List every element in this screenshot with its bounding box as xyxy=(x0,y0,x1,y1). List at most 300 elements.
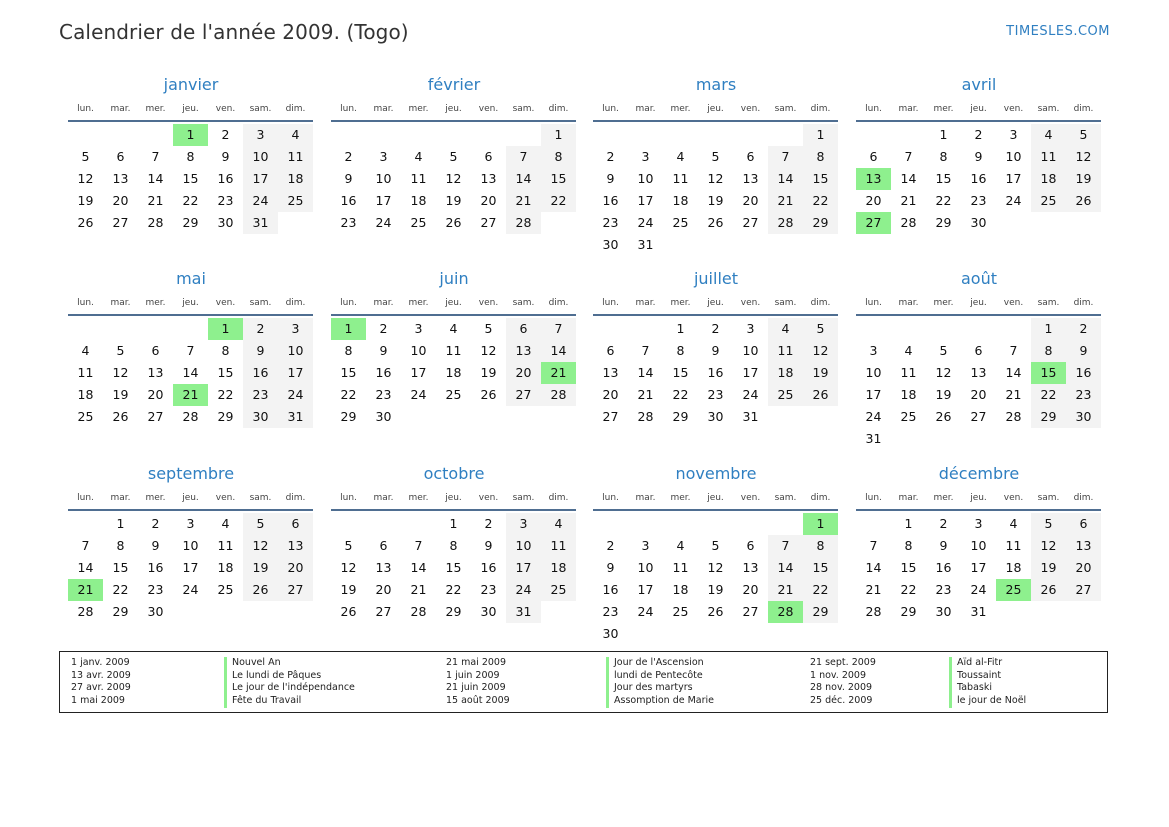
day-cell: 20 xyxy=(1066,557,1101,579)
month-août xyxy=(856,266,1102,450)
weekday-label: mer. xyxy=(145,493,166,503)
day-cell: 14 xyxy=(147,171,164,186)
empty-cell xyxy=(628,124,663,146)
weekday-label: ven. xyxy=(215,104,236,114)
weekday-label: mer. xyxy=(408,104,429,114)
day-cell: 9 xyxy=(151,538,160,553)
day-cell: 20 xyxy=(865,193,882,208)
day-cell: 16 xyxy=(707,365,724,380)
day-cell: 16 xyxy=(217,171,234,186)
day-cell: 22 xyxy=(803,579,838,601)
day-grid xyxy=(331,318,577,428)
day-cell: 27 xyxy=(480,215,497,230)
day-cell: 29 xyxy=(900,604,917,619)
day-cell: 25 xyxy=(217,582,234,597)
day-cell: 27 xyxy=(742,604,759,619)
day-cell: 17 xyxy=(637,582,654,597)
day-cell: 15 xyxy=(340,365,357,380)
weekday-label: dim. xyxy=(810,298,831,308)
weekday-label: jeu. xyxy=(445,104,462,114)
day-cell: 19 xyxy=(243,557,278,579)
weekday-label: jeu. xyxy=(707,104,724,114)
empty-cell xyxy=(401,124,436,146)
day-cell: 26 xyxy=(707,215,724,230)
legend-holiday-name: Le jour de l'indépendance xyxy=(232,682,355,694)
day-cell: 26 xyxy=(803,384,838,406)
day-cell: 21 xyxy=(637,387,654,402)
day-cell: 30 xyxy=(375,409,392,424)
day-cell: 7 xyxy=(186,343,195,358)
day-cell: 5 xyxy=(939,343,948,358)
day-cell: 20 xyxy=(506,362,541,384)
day-cell: 13 xyxy=(970,365,987,380)
day-cell: 17 xyxy=(637,193,654,208)
empty-cell xyxy=(366,124,401,146)
day-cell: 5 xyxy=(116,343,125,358)
day-cell: 30 xyxy=(935,604,952,619)
day-cell: 4 xyxy=(1009,516,1018,531)
day-cell: 22 xyxy=(112,582,129,597)
day-cell: 8 xyxy=(541,146,576,168)
weekday-header xyxy=(856,487,1102,509)
day-cell: 28 xyxy=(506,212,541,234)
weekday-label: lun. xyxy=(77,104,94,114)
day-cell: 18 xyxy=(672,193,689,208)
weekday-label: mar. xyxy=(110,298,131,308)
weekday-header xyxy=(68,98,314,120)
month-avril xyxy=(856,72,1102,234)
weekday-header xyxy=(68,292,314,314)
day-cell: 9 xyxy=(379,343,388,358)
month-name: août xyxy=(960,269,997,288)
month-name: septembre xyxy=(147,464,235,483)
day-cell: 29 xyxy=(340,409,357,424)
day-cell: 16 xyxy=(340,193,357,208)
day-cell: 17 xyxy=(742,365,759,380)
weekday-label: sam. xyxy=(1037,104,1060,114)
weekday-header xyxy=(593,98,839,120)
day-cell: 15 xyxy=(803,557,838,579)
brand-link[interactable]: TIMESLES.COM xyxy=(1006,24,1110,39)
day-cell: 8 xyxy=(344,343,353,358)
weekday-label: dim. xyxy=(548,493,569,503)
day-cell: 17 xyxy=(243,168,278,190)
day-cell: 12 xyxy=(112,365,129,380)
day-cell: 6 xyxy=(1066,513,1101,535)
day-cell: 3 xyxy=(746,321,755,336)
day-cell: 28 xyxy=(182,409,199,424)
day-cell: 15 xyxy=(217,365,234,380)
day-cell: 24 xyxy=(637,215,654,230)
legend-dates xyxy=(810,657,876,708)
day-cell: 14 xyxy=(182,365,199,380)
day-grid xyxy=(68,124,314,234)
empty-cell xyxy=(628,318,663,340)
month-juillet xyxy=(593,266,839,428)
day-cell: 6 xyxy=(116,149,125,164)
header-rule xyxy=(331,120,576,122)
month-name: avril xyxy=(961,75,997,94)
day-cell: 22 xyxy=(1031,384,1066,406)
empty-cell xyxy=(996,318,1031,340)
legend-names xyxy=(606,657,714,708)
day-cell: 22 xyxy=(672,387,689,402)
day-cell: 10 xyxy=(970,538,987,553)
weekday-label: mer. xyxy=(670,493,691,503)
day-cell: 25 xyxy=(77,409,94,424)
day-cell: 10 xyxy=(506,535,541,557)
weekday-label: ven. xyxy=(740,493,761,503)
empty-cell xyxy=(856,318,891,340)
weekday-label: ven. xyxy=(478,298,499,308)
day-cell: 10 xyxy=(742,343,759,358)
day-cell: 23 xyxy=(375,387,392,402)
day-cell: 7 xyxy=(1009,343,1018,358)
day-cell: 2 xyxy=(344,149,353,164)
day-cell: 28 xyxy=(410,604,427,619)
day-cell: 4 xyxy=(278,124,313,146)
empty-cell xyxy=(138,318,173,340)
day-cell: 7 xyxy=(506,146,541,168)
day-cell: 12 xyxy=(340,560,357,575)
day-cell: 5 xyxy=(711,538,720,553)
day-cell: 11 xyxy=(768,340,803,362)
day-cell: 2 xyxy=(1066,318,1101,340)
day-cell: 24 xyxy=(637,604,654,619)
day-cell: 29 xyxy=(445,604,462,619)
day-cell: 19 xyxy=(707,193,724,208)
weekday-label: jeu. xyxy=(970,298,987,308)
day-cell: 27 xyxy=(970,409,987,424)
day-cell: 17 xyxy=(1005,171,1022,186)
day-cell: 6 xyxy=(379,538,388,553)
weekday-label: dim. xyxy=(1073,493,1094,503)
day-cell: 12 xyxy=(77,171,94,186)
day-cell: 12 xyxy=(707,171,724,186)
day-cell: 29 xyxy=(935,215,952,230)
day-cell: 24 xyxy=(182,582,199,597)
weekday-label: dim. xyxy=(1073,298,1094,308)
day-cell: 24 xyxy=(506,579,541,601)
day-cell: 11 xyxy=(541,535,576,557)
empty-cell xyxy=(628,513,663,535)
day-cell: 11 xyxy=(1005,538,1022,553)
day-cell: 13 xyxy=(742,171,759,186)
legend-holiday-name: Toussaint xyxy=(957,669,1002,681)
day-cell: 19 xyxy=(935,387,952,402)
legend-date: 13 avr. 2009 xyxy=(71,669,131,681)
holiday-day-cell: 27 xyxy=(856,212,891,234)
weekday-label: lun. xyxy=(340,298,357,308)
weekday-label: sam. xyxy=(1037,493,1060,503)
header-rule xyxy=(593,314,838,316)
day-cell: 18 xyxy=(1005,560,1022,575)
day-cell: 26 xyxy=(445,215,462,230)
weekday-label: sam. xyxy=(774,298,797,308)
day-cell: 21 xyxy=(1005,387,1022,402)
day-cell: 23 xyxy=(970,193,987,208)
weekday-label: mar. xyxy=(898,104,919,114)
day-cell: 6 xyxy=(746,538,755,553)
day-cell: 19 xyxy=(480,365,497,380)
day-grid xyxy=(593,124,839,256)
day-cell: 13 xyxy=(602,365,619,380)
day-cell: 14 xyxy=(768,557,803,579)
day-cell: 4 xyxy=(541,513,576,535)
day-cell: 30 xyxy=(480,604,497,619)
legend-date: 15 août 2009 xyxy=(446,695,510,707)
day-cell: 11 xyxy=(445,343,462,358)
empty-cell xyxy=(663,513,698,535)
day-cell: 31 xyxy=(637,237,654,252)
weekday-label: jeu. xyxy=(182,298,199,308)
holiday-day-cell: 1 xyxy=(173,124,208,146)
day-cell: 12 xyxy=(445,171,462,186)
day-cell: 14 xyxy=(506,168,541,190)
day-grid xyxy=(331,513,577,623)
day-cell: 14 xyxy=(541,340,576,362)
day-cell: 2 xyxy=(606,538,615,553)
day-cell: 19 xyxy=(803,362,838,384)
day-cell: 11 xyxy=(410,171,427,186)
day-cell: 6 xyxy=(606,343,615,358)
day-cell: 25 xyxy=(1031,190,1066,212)
empty-cell xyxy=(698,513,733,535)
empty-cell xyxy=(68,513,103,535)
day-cell: 1 xyxy=(904,516,913,531)
day-cell: 17 xyxy=(278,362,313,384)
weekday-label: lun. xyxy=(602,104,619,114)
day-cell: 6 xyxy=(484,149,493,164)
empty-cell xyxy=(926,318,961,340)
day-cell: 16 xyxy=(602,193,619,208)
weekday-label: lun. xyxy=(340,104,357,114)
day-cell: 21 xyxy=(410,582,427,597)
day-cell: 22 xyxy=(541,190,576,212)
day-cell: 21 xyxy=(506,190,541,212)
day-cell: 3 xyxy=(974,516,983,531)
weekday-label: jeu. xyxy=(445,493,462,503)
day-cell: 20 xyxy=(970,387,987,402)
day-cell: 29 xyxy=(112,604,129,619)
day-cell: 3 xyxy=(414,321,423,336)
day-cell: 22 xyxy=(935,193,952,208)
empty-cell xyxy=(698,124,733,146)
day-cell: 9 xyxy=(606,560,615,575)
legend-holiday-name: Nouvel An xyxy=(232,657,281,668)
day-cell: 26 xyxy=(480,387,497,402)
weekday-label: lun. xyxy=(865,104,882,114)
day-cell: 1 xyxy=(803,124,838,146)
day-cell: 18 xyxy=(541,557,576,579)
legend-holiday-name: Fête du Travail xyxy=(232,695,302,707)
empty-cell xyxy=(733,513,768,535)
header-rule xyxy=(593,509,838,511)
day-cell: 11 xyxy=(217,538,234,553)
day-cell: 25 xyxy=(768,384,803,406)
day-cell: 13 xyxy=(480,171,497,186)
empty-cell xyxy=(593,513,628,535)
day-cell: 28 xyxy=(865,604,882,619)
weekday-label: ven. xyxy=(1003,493,1024,503)
month-name: juin xyxy=(439,269,469,288)
day-cell: 18 xyxy=(278,168,313,190)
day-cell: 24 xyxy=(865,409,882,424)
weekday-label: mer. xyxy=(933,298,954,308)
day-cell: 15 xyxy=(900,560,917,575)
weekday-header xyxy=(593,292,839,314)
day-cell: 22 xyxy=(182,193,199,208)
day-cell: 2 xyxy=(606,149,615,164)
weekday-label: dim. xyxy=(285,493,306,503)
holiday-day-cell: 15 xyxy=(1031,362,1066,384)
day-cell: 27 xyxy=(147,409,164,424)
day-cell: 19 xyxy=(1066,168,1101,190)
day-cell: 24 xyxy=(410,387,427,402)
day-grid xyxy=(593,318,839,428)
day-cell: 7 xyxy=(151,149,160,164)
weekday-label: lun. xyxy=(77,298,94,308)
day-cell: 18 xyxy=(672,582,689,597)
day-cell: 26 xyxy=(1066,190,1101,212)
day-cell: 11 xyxy=(278,146,313,168)
month-name: décembre xyxy=(938,464,1020,483)
weekday-label: dim. xyxy=(548,298,569,308)
weekday-label: mar. xyxy=(110,493,131,503)
day-cell: 22 xyxy=(900,582,917,597)
day-cell: 15 xyxy=(935,171,952,186)
weekday-label: mer. xyxy=(933,104,954,114)
day-cell: 5 xyxy=(449,149,458,164)
day-cell: 17 xyxy=(865,387,882,402)
empty-cell xyxy=(331,513,366,535)
day-cell: 12 xyxy=(243,535,278,557)
day-cell: 15 xyxy=(182,171,199,186)
weekday-header xyxy=(331,98,577,120)
weekday-label: jeu. xyxy=(970,493,987,503)
holiday-day-cell: 21 xyxy=(173,384,208,406)
weekday-label: mer. xyxy=(145,104,166,114)
legend-date: 21 mai 2009 xyxy=(446,657,507,668)
day-cell: 20 xyxy=(112,193,129,208)
day-cell: 18 xyxy=(900,387,917,402)
day-cell: 5 xyxy=(484,321,493,336)
header-rule xyxy=(331,509,576,511)
day-cell: 26 xyxy=(77,215,94,230)
day-cell: 18 xyxy=(768,362,803,384)
day-cell: 16 xyxy=(1066,362,1101,384)
day-cell: 25 xyxy=(445,387,462,402)
weekday-label: lun. xyxy=(865,493,882,503)
day-cell: 14 xyxy=(637,365,654,380)
day-cell: 20 xyxy=(147,387,164,402)
day-cell: 30 xyxy=(970,215,987,230)
legend-names xyxy=(949,657,1026,708)
weekday-header xyxy=(856,98,1102,120)
header-rule xyxy=(856,120,1101,122)
holiday-day-cell: 28 xyxy=(768,601,803,623)
day-cell: 23 xyxy=(707,387,724,402)
day-cell: 13 xyxy=(147,365,164,380)
day-cell: 26 xyxy=(707,604,724,619)
header-rule xyxy=(856,509,1101,511)
day-cell: 21 xyxy=(768,579,803,601)
header-rule xyxy=(856,314,1101,316)
weekday-label: jeu. xyxy=(707,493,724,503)
empty-cell xyxy=(471,124,506,146)
day-cell: 11 xyxy=(1031,146,1066,168)
day-cell: 28 xyxy=(1005,409,1022,424)
day-cell: 10 xyxy=(375,171,392,186)
day-cell: 10 xyxy=(243,146,278,168)
day-cell: 30 xyxy=(602,237,619,252)
day-cell: 1 xyxy=(116,516,125,531)
day-cell: 31 xyxy=(865,431,882,446)
legend-date: 25 déc. 2009 xyxy=(810,695,873,707)
day-cell: 30 xyxy=(243,406,278,428)
day-cell: 23 xyxy=(935,582,952,597)
day-cell: 3 xyxy=(243,124,278,146)
day-cell: 8 xyxy=(186,149,195,164)
day-cell: 21 xyxy=(900,193,917,208)
day-cell: 7 xyxy=(768,146,803,168)
weekday-label: sam. xyxy=(249,493,272,503)
empty-cell xyxy=(768,513,803,535)
day-cell: 12 xyxy=(1031,535,1066,557)
legend-date: 27 avr. 2009 xyxy=(71,682,131,694)
legend-holiday-name: Tabaski xyxy=(957,682,992,694)
weekday-label: sam. xyxy=(1037,298,1060,308)
day-cell: 29 xyxy=(182,215,199,230)
legend-date: 21 sept. 2009 xyxy=(810,657,876,668)
day-cell: 26 xyxy=(112,409,129,424)
weekday-label: jeu. xyxy=(707,298,724,308)
weekday-label: dim. xyxy=(810,104,831,114)
day-cell: 27 xyxy=(375,604,392,619)
day-cell: 1 xyxy=(1031,318,1066,340)
weekday-label: dim. xyxy=(285,298,306,308)
day-cell: 19 xyxy=(340,582,357,597)
day-cell: 26 xyxy=(243,579,278,601)
day-cell: 28 xyxy=(77,604,94,619)
month-octobre xyxy=(331,461,577,623)
day-cell: 28 xyxy=(900,215,917,230)
empty-cell xyxy=(506,124,541,146)
holiday-day-cell: 13 xyxy=(856,168,891,190)
empty-cell xyxy=(768,124,803,146)
day-cell: 29 xyxy=(803,601,838,623)
weekday-label: mer. xyxy=(933,493,954,503)
day-cell: 14 xyxy=(1005,365,1022,380)
day-cell: 19 xyxy=(707,582,724,597)
legend-holiday-name: Jour des martyrs xyxy=(614,682,693,694)
legend-date: 28 nov. 2009 xyxy=(810,682,873,694)
day-cell: 4 xyxy=(449,321,458,336)
day-cell: 24 xyxy=(970,582,987,597)
day-cell: 7 xyxy=(869,538,878,553)
day-cell: 28 xyxy=(147,215,164,230)
weekday-label: sam. xyxy=(512,104,535,114)
day-cell: 10 xyxy=(865,365,882,380)
day-grid xyxy=(68,513,314,623)
day-cell: 31 xyxy=(243,212,278,234)
day-cell: 19 xyxy=(445,193,462,208)
weekday-label: ven. xyxy=(1003,298,1024,308)
empty-cell xyxy=(663,124,698,146)
empty-cell xyxy=(68,318,103,340)
month-name: novembre xyxy=(675,464,757,483)
legend-date: 21 juin 2009 xyxy=(446,682,506,694)
